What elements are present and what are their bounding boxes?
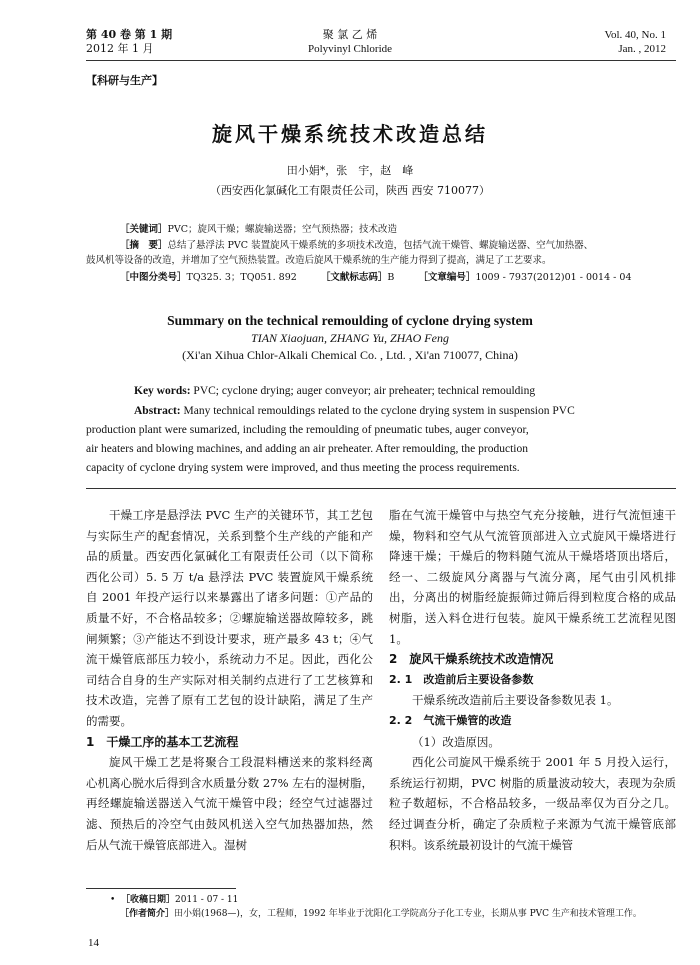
abstract-en <box>86 402 676 478</box>
clc-label: ［中图分类号］ <box>120 272 187 283</box>
received-value: 2011 - 07 - 11 <box>175 895 239 905</box>
abstract-rule <box>86 488 676 489</box>
section-2-1-heading: 2. 1 改造前后主要设备参数 <box>389 672 534 686</box>
abstract-en-line1: Many technical remouldings related to the cyclone drying system in suspension PVC <box>180 405 575 417</box>
keywords-cn-text: PVC；旋风干燥；螺旋输送器；空气预热器；技术改造 <box>167 224 398 235</box>
footnote-marker: • <box>110 895 122 905</box>
page-number: 14 <box>88 937 99 949</box>
clc-value: TQ325. 3；TQ051. 892 <box>186 272 297 283</box>
abstract-en-line3: air heaters and blowing machines, and adding an air preheater. After remoulding, the production <box>86 443 528 455</box>
right-paragraph-3: （1）改造原因。 <box>412 734 500 749</box>
received-label: ［收稿日期］ <box>121 895 176 905</box>
abstract-cn <box>86 238 676 268</box>
left-paragraph-2: 旋风干燥工艺是将聚合工段混料槽送来的浆料经离心机离心脱水后得到含水质量分数 27% 左右的湿树脂，再经螺旋输送器送入气流干燥管中段；经空气过滤器过滤、预热后的冷空气由鼓风机送入空气加热器加热，然后从气流干燥管底部进入。湿树 <box>86 755 373 852</box>
abstract-cn-line1: 总结了悬浮法 PVC 装置旋风干燥系统的多项技术改造，包括气流干燥管、螺旋输送器、空气加热器、 <box>167 240 594 251</box>
title-cn: 旋风干燥系统技术改造总结 <box>212 122 488 146</box>
abstract-cn-line2: 鼓风机等设备的改造，并增加了空气预热装置。改造后旋风干燥系统的生产能力得到了提高，满足了工艺要求。 <box>86 255 552 266</box>
author-bio-label: ［作者简介］ <box>120 909 175 919</box>
article-no-label: ［文章编号］ <box>418 272 476 283</box>
header-right-line1: Vol. 40, No. 1 <box>604 29 666 41</box>
abstract-en-line2: production plant were sumarized, including the remoulding of pneumatic tubes, auger conveyor, <box>86 424 529 436</box>
authors-en: TIAN Xiaojuan, ZHANG Yu, ZHAO Feng <box>251 331 449 345</box>
left-paragraph-1: 干燥工序是悬浮法 PVC 生产的关键环节，其工艺包与实际生产的配套情况，关系到整个生产线的产能和产品的质量。西安西化氯碱化工有限责任公司（以下简称西化公司）5. 5 万 t/a 悬浮法 PVC 装置旋风干燥系统自 2001 年投产运行以来暴露出了诸多问题：①产品的质量不好，不合格品较多；②螺旋输送器故障较多，跳闸频繁；③产能达不到设计要求，班产最多 43 t；④气流干燥管底部压力较小，系统动力不足。因此，西化公司结合自身的生产实际对相关制约点进行了工艺核算和技术改造，完善了原有工艺包的设计缺陷，满足了生产的需要。 <box>86 508 373 728</box>
keywords-en-text: PVC; cyclone drying; auger conveyor; air preheater; technical remoulding <box>190 385 536 397</box>
footnote <box>86 893 676 921</box>
section-tag: 【科研与生产】 <box>86 74 163 87</box>
section-2-2-heading: 2. 2 气流干燥管的改造 <box>389 713 512 727</box>
right-paragraph-1: 脂在气流干燥管中与热空气充分接触，进行气流恒速干燥，物料和空气从气流管顶部进入立式旋风干燥塔进行降速干燥；干燥后的物料随气流从干燥塔塔顶出塔后，经一、二级旋风分离器与气流分离，尾气由引风机排出，分离出的树脂经旋振筛过筛后得到粒度合格的成品树脂，送入料仓进行包装。旋风干燥系统工艺流程见图 1。 <box>389 508 676 646</box>
body-right-column <box>389 505 676 855</box>
affiliation-cn: （西安西化氯碱化工有限责任公司，陕西 西安 710077） <box>210 184 490 197</box>
doc-code-label: ［文献标志码］ <box>320 272 388 283</box>
section-2-heading: 2 旋风干燥系统技术改造情况 <box>389 652 554 667</box>
section-1-heading: 1 干燥工序的基本工艺流程 <box>86 734 239 749</box>
authors-cn: 田小娟*，张 宇，赵 峰 <box>286 164 414 177</box>
right-paragraph-2: 干燥系统改造前后主要设备参数见表 1。 <box>412 693 619 708</box>
header-left-line1: 第 40 卷 第 1 期 <box>86 28 173 41</box>
affiliation-en: (Xi'an Xihua Chlor-Alkali Chemical Co. , Ltd. , Xi'an 710077, China) <box>182 348 518 362</box>
header-center-line1: 聚 氯 乙 烯 <box>322 28 378 41</box>
right-paragraph-4: 西化公司旋风干燥系统于 2001 年 5 月投入运行，系统运行初期，PVC 树脂的质量波动较大，表现为杂质粒子数超标，不合格品较多，一级品率仅为百分之几。经过调查分析，确定了杂质粒子来源为气流干燥管底部积料。该系统最初设计的气流干燥管 <box>389 755 676 852</box>
abstract-en-label: Abstract: <box>134 405 181 417</box>
abstract-cn-label: ［摘 要］ <box>120 240 168 251</box>
abstract-en-line4: capacity of cyclone drying system were improved, and thus meeting the process requirements. <box>86 462 520 474</box>
footnote-rule <box>86 888 236 889</box>
header-rule <box>86 60 676 61</box>
classification-cn <box>120 270 676 285</box>
body-left-column <box>86 505 373 855</box>
header-left-line2: 2012 年 1 月 <box>86 42 154 55</box>
keywords-en <box>134 382 676 401</box>
keywords-en-label: Key words: <box>134 385 191 397</box>
journal-name <box>0 28 700 56</box>
header-right-line2: Jan. , 2012 <box>618 43 666 55</box>
keywords-cn <box>120 222 676 237</box>
author-bio-text: 田小娟(1968—)，女，工程师，1992 年毕业于沈阳化工学院高分子化工专业，长期从事 PVC 生产和技术管理工作。 <box>174 909 642 919</box>
article-no-value: 1009 - 7937(2012)01 - 0014 - 04 <box>475 272 632 283</box>
title-en: Summary on the technical remoulding of cyclone drying system <box>167 313 533 328</box>
doc-code-value: B <box>387 272 395 283</box>
keywords-cn-label: ［关键词］ <box>120 224 168 235</box>
journal-vol-en <box>604 28 666 56</box>
header-center-line2: Polyvinyl Chloride <box>307 43 393 55</box>
